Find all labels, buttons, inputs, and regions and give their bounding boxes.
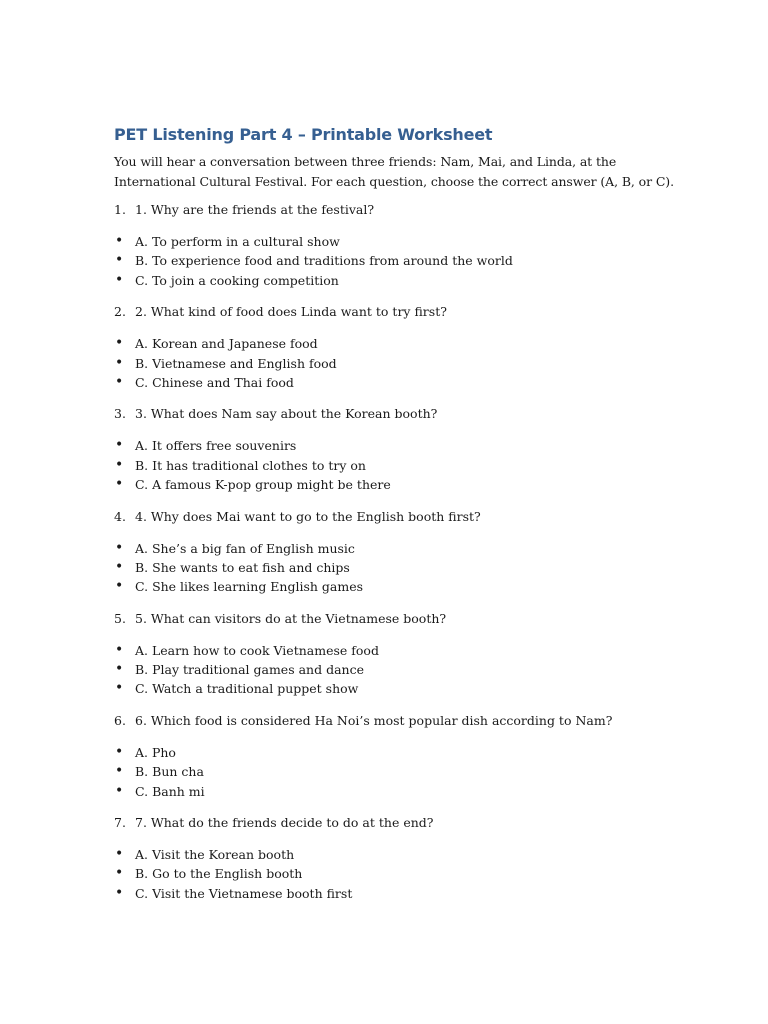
answer-option <box>114 271 674 290</box>
question-block <box>114 711 674 801</box>
answer-option-text: B. It has traditional clothes to try on <box>135 457 366 473</box>
bullet-icon: • <box>115 539 124 556</box>
bullet-icon: • <box>115 884 124 901</box>
question-block <box>114 200 674 290</box>
worksheet-intro: You will hear a conversation between three friends: Nam, Mai, and Linda, at the International Cultural Festival. For each question, choose the correct answer (A, B, or C). <box>114 154 674 189</box>
question-block <box>114 404 674 494</box>
answer-option <box>114 845 674 864</box>
answer-option-text: C. To join a cooking competition <box>135 272 339 288</box>
question-line <box>114 200 674 220</box>
bullet-icon: • <box>115 763 124 780</box>
answer-option-text: C. Banh mi <box>135 783 205 799</box>
question-text: 1. Why are the friends at the festival? <box>135 202 375 217</box>
question-line <box>114 302 674 322</box>
answer-option-text: B. Play traditional games and dance <box>135 662 364 678</box>
bullet-icon: • <box>115 354 124 371</box>
question-text: 7. What do the friends decide to do at the end? <box>135 815 434 831</box>
question-line <box>114 404 674 424</box>
question-text: 4. Why does Mai want to go to the English booth first? <box>135 508 481 524</box>
bullet-icon: • <box>115 661 124 678</box>
answer-option <box>114 577 674 596</box>
answer-option <box>114 251 674 270</box>
question-line <box>114 507 674 527</box>
answer-option-text: C. Chinese and Thai food <box>135 374 294 390</box>
answer-options <box>114 641 674 699</box>
bullet-icon: • <box>115 233 124 249</box>
answer-option <box>114 558 674 577</box>
question-block <box>114 609 674 699</box>
answer-option <box>114 436 674 455</box>
answer-option <box>114 232 674 251</box>
question-number: 7. <box>114 815 126 831</box>
answer-option <box>114 456 674 475</box>
question-block <box>114 813 674 903</box>
answer-options <box>114 743 674 801</box>
question-line <box>114 711 674 731</box>
bullet-icon: • <box>115 437 124 454</box>
answer-option-text: A. She’s a big fan of English music <box>135 540 355 556</box>
question-number: 2. <box>114 304 126 320</box>
bullet-icon: • <box>115 373 124 390</box>
bullet-icon: • <box>115 476 124 493</box>
answer-option <box>114 679 674 698</box>
answer-option <box>114 373 674 392</box>
question-number: 1. <box>114 202 126 217</box>
bullet-icon: • <box>115 743 124 760</box>
answer-option-text: A. Korean and Japanese food <box>135 336 318 352</box>
answer-option <box>114 539 674 558</box>
answer-options <box>114 334 674 392</box>
answer-options <box>114 539 674 597</box>
answer-option <box>114 641 674 660</box>
bullet-icon: • <box>115 865 124 882</box>
answer-option-text: B. Go to the English booth <box>135 866 303 882</box>
question-block <box>114 302 674 392</box>
bullet-icon: • <box>115 335 124 352</box>
question-block <box>114 507 674 597</box>
answer-option-text: A. It offers free souvenirs <box>135 438 297 454</box>
answer-option <box>114 884 674 903</box>
answer-option <box>114 354 674 373</box>
question-text: 5. What can visitors do at the Vietnamese booth? <box>135 610 447 626</box>
question-text: 2. What kind of food does Linda want to try first? <box>135 304 447 320</box>
answer-option-text: A. Learn how to cook Vietnamese food <box>135 642 379 658</box>
question-text: 6. Which food is considered Ha Noi’s most popular dish according to Nam? <box>135 712 613 728</box>
answer-option-text: A. Visit the Korean booth <box>135 847 295 863</box>
answer-option-text: B. To experience food and traditions from around the world <box>135 253 513 269</box>
answer-option-text: A. Pho <box>135 744 176 760</box>
answer-option-text: A. To perform in a cultural show <box>135 234 340 249</box>
answer-option-text: B. Bun cha <box>135 764 204 780</box>
worksheet-title: PET Listening Part 4 – Printable Worksheet <box>114 125 493 144</box>
answer-option-text: C. She likes learning English games <box>135 579 364 595</box>
question-line <box>114 813 674 833</box>
answer-option-text: C. Watch a traditional puppet show <box>135 681 359 697</box>
question-text: 3. What does Nam say about the Korean booth? <box>135 406 438 422</box>
question-number: 3. <box>114 406 126 422</box>
question-number: 6. <box>114 712 126 728</box>
answer-option <box>114 782 674 801</box>
answer-options <box>114 436 674 494</box>
question-number: 4. <box>114 508 126 524</box>
answer-option <box>114 334 674 353</box>
bullet-icon: • <box>115 641 124 658</box>
answer-option-text: B. She wants to eat fish and chips <box>135 559 350 575</box>
answer-option <box>114 743 674 762</box>
bullet-icon: • <box>115 782 124 799</box>
bullet-icon: • <box>115 252 124 269</box>
answer-option <box>114 762 674 781</box>
bullet-icon: • <box>115 456 124 473</box>
answer-options <box>114 845 674 903</box>
bullet-icon: • <box>115 846 124 863</box>
bullet-icon: • <box>115 680 124 697</box>
question-list <box>114 200 674 903</box>
answer-options <box>114 232 674 290</box>
bullet-icon: • <box>115 271 124 288</box>
bullet-icon: • <box>115 578 124 595</box>
answer-option <box>114 660 674 679</box>
answer-option-text: B. Vietnamese and English food <box>135 355 337 371</box>
answer-option <box>114 475 674 494</box>
bullet-icon: • <box>115 558 124 575</box>
answer-option <box>114 864 674 883</box>
answer-option-text: C. A famous K-pop group might be there <box>135 477 391 493</box>
question-line <box>114 609 674 629</box>
worksheet-page <box>114 124 674 915</box>
answer-option-text: C. Visit the Vietnamese booth first <box>135 885 353 901</box>
question-number: 5. <box>114 610 126 626</box>
